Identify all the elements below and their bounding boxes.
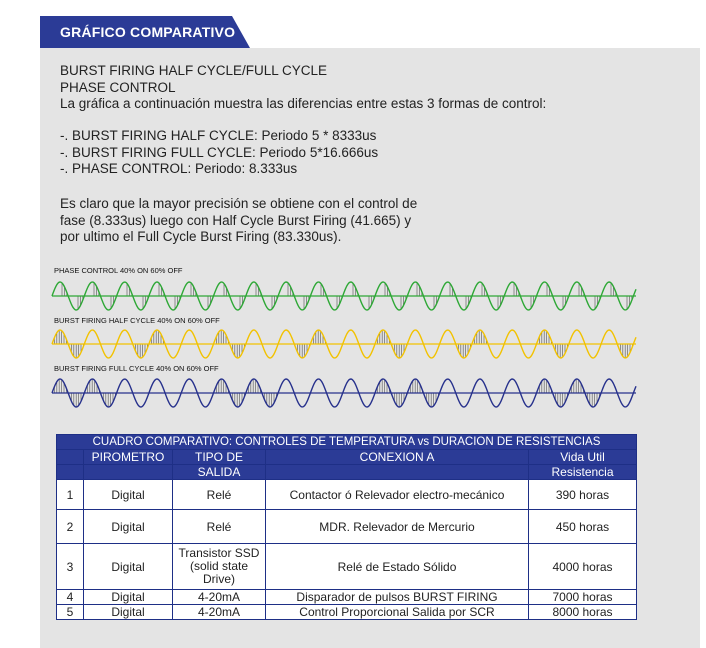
header-tipo-2: SALIDA: [173, 465, 266, 480]
header-vida: Vida Util: [529, 450, 637, 465]
row-pirometro: Digital: [84, 605, 173, 620]
header-blank: [84, 465, 173, 480]
row-vida: 450 horas: [529, 510, 637, 544]
header-number: [57, 450, 84, 465]
waveform-label: PHASE CONTROL 40% ON 60% OFF: [54, 266, 183, 275]
row-number: 4: [57, 590, 84, 605]
row-pirometro: Digital: [84, 480, 173, 510]
row-number: 1: [57, 480, 84, 510]
conclusion-block: [60, 196, 417, 246]
header-tipo: TIPO DE: [173, 450, 266, 465]
intro-line-3: La gráfica a continuación muestra las diferencias entre estas 3 formas de control:: [60, 96, 547, 111]
row-vida: 390 horas: [529, 480, 637, 510]
comparison-table: [56, 434, 637, 620]
header-conexion: CONEXION A: [266, 450, 529, 465]
section-title: GRÁFICO COMPARATIVO: [60, 24, 236, 40]
row-tipo: Relé: [173, 510, 266, 544]
bullet-item: -. PHASE CONTROL: Periodo: 8.333us: [60, 161, 298, 176]
row-conexion: Disparador de pulsos BURST FIRING: [266, 590, 529, 605]
row-vida: 7000 horas: [529, 590, 637, 605]
row-conexion: Control Proporcional Salida por SCR: [266, 605, 529, 620]
section-tab: [40, 16, 250, 48]
waveform-label: BURST FIRING FULL CYCLE 40% ON 60% OFF: [54, 364, 219, 373]
table-row: [57, 480, 637, 510]
intro-line-1: BURST FIRING HALF CYCLE/FULL CYCLE: [60, 63, 328, 78]
table-row: [57, 590, 637, 605]
header-blank: [266, 465, 529, 480]
row-conexion: Relé de Estado Sólido: [266, 544, 529, 590]
row-number: 3: [57, 544, 84, 590]
conclusion-line: por ultimo el Full Cycle Burst Firing (83.330us).: [60, 229, 342, 244]
intro-line-2: PHASE CONTROL: [60, 79, 176, 95]
row-number: 5: [57, 605, 84, 620]
row-tipo: 4-20mA: [173, 605, 266, 620]
row-tipo: [173, 544, 266, 590]
intro-block: [60, 63, 546, 113]
table-row: [57, 605, 637, 620]
bullet-item: -. BURST FIRING HALF CYCLE: Periodo 5 * 8333us: [60, 128, 377, 143]
table-row: [57, 544, 637, 590]
row-tipo: Relé: [173, 480, 266, 510]
header-pirometro: PIROMETRO: [84, 450, 173, 465]
table-title: CUADRO COMPARATIVO: CONTROLES DE TEMPERATURA vs DURACION DE RESISTENCIAS: [57, 435, 637, 450]
waveform-figure: [50, 262, 640, 422]
row-pirometro: Digital: [84, 544, 173, 590]
row-conexion: Contactor ó Relevador electro-mecánico: [266, 480, 529, 510]
header-blank: [57, 465, 84, 480]
waveform-label: BURST FIRING HALF CYCLE 40% ON 60% OFF: [54, 316, 220, 325]
bullet-list: [60, 128, 378, 178]
row-pirometro: Digital: [84, 590, 173, 605]
header-vida-2: Resistencia: [529, 465, 637, 480]
row-tipo-line: (solid state: [189, 559, 249, 573]
row-conexion: MDR. Relevador de Mercurio: [266, 510, 529, 544]
row-number: 2: [57, 510, 84, 544]
row-pirometro: Digital: [84, 510, 173, 544]
row-tipo: 4-20mA: [173, 590, 266, 605]
table-row: [57, 510, 637, 544]
conclusion-line: Es claro que la mayor precisión se obtiene con el control de: [60, 196, 418, 211]
row-vida: 4000 horas: [529, 544, 637, 590]
row-vida: 8000 horas: [529, 605, 637, 620]
conclusion-line: fase (8.333us) luego con Half Cycle Burst Firing (41.665) y: [60, 212, 412, 228]
row-tipo-line: Transistor SSD: [178, 546, 260, 560]
row-tipo-line: Drive): [203, 572, 235, 586]
bullet-item: -. BURST FIRING FULL CYCLE: Periodo 5*16.666us: [60, 144, 379, 160]
